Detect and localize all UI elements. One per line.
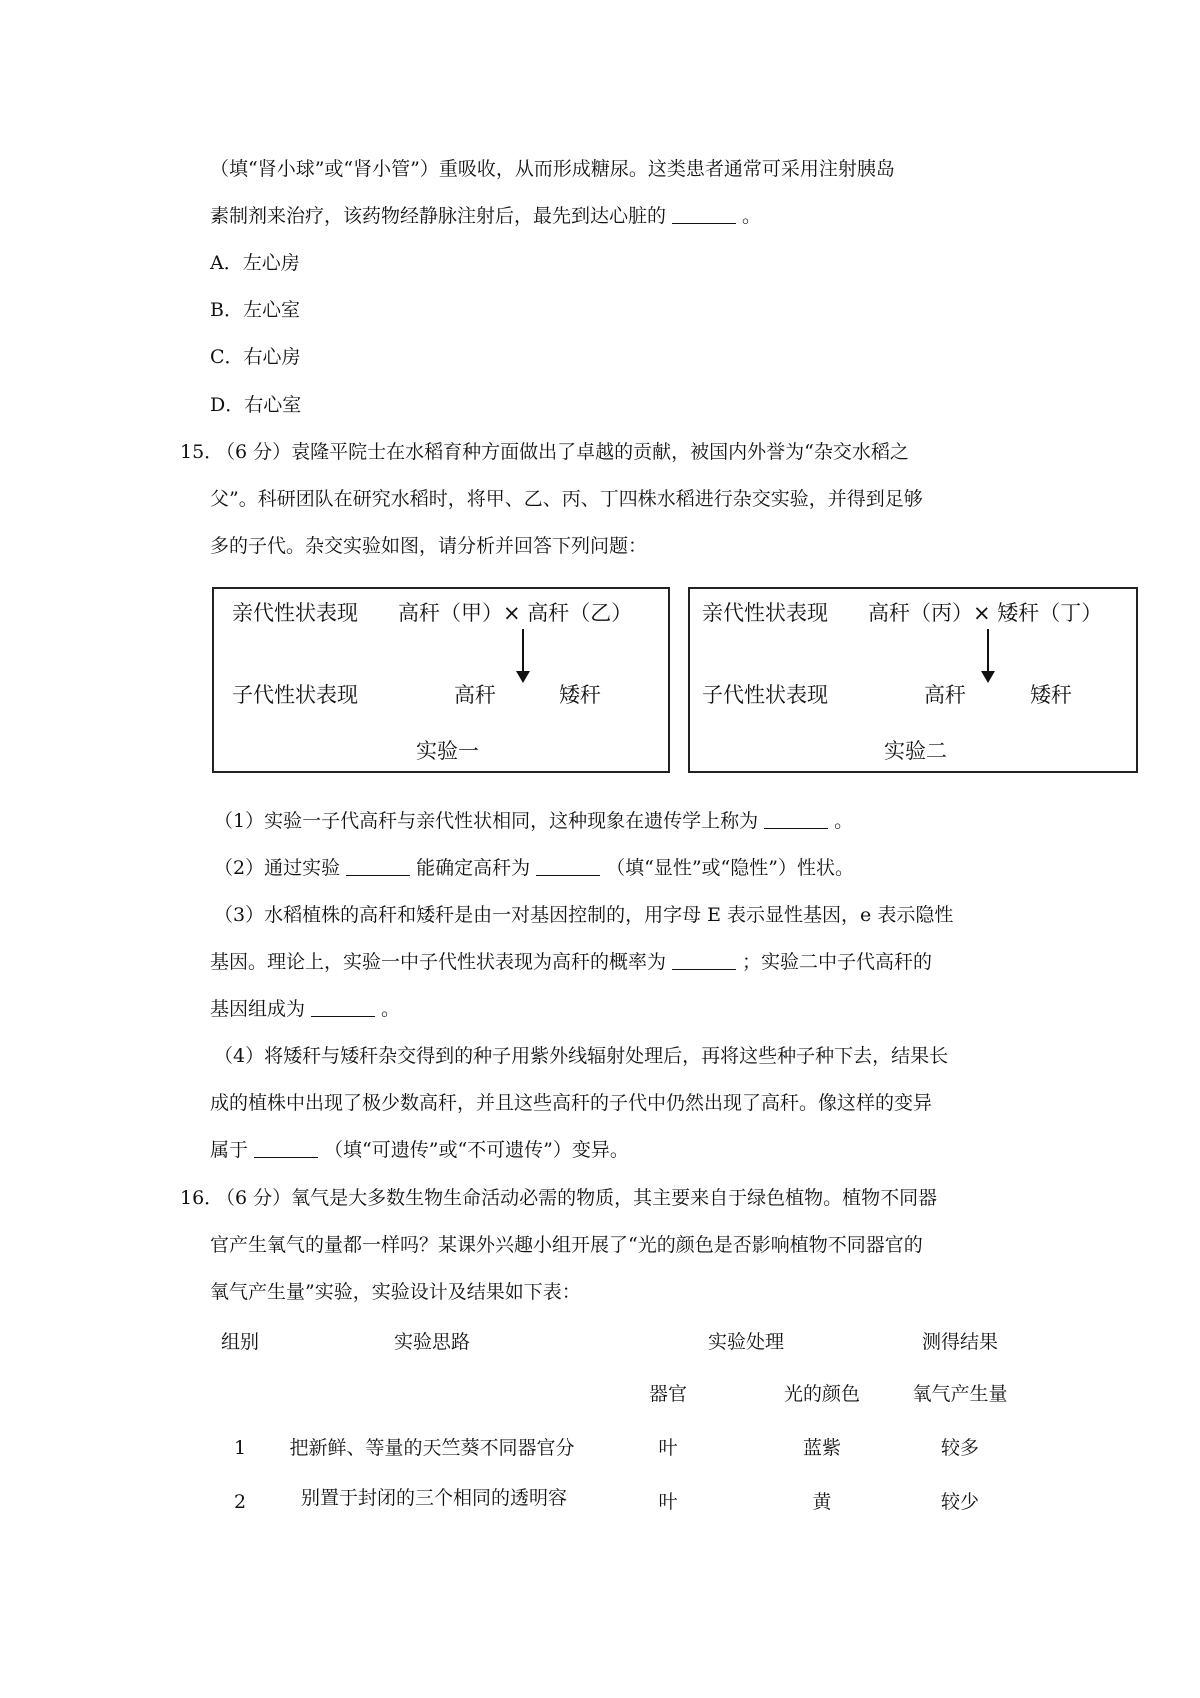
answer-blank[interactable] (254, 1139, 318, 1158)
question-number: 16． (180, 1187, 224, 1209)
cell-organ: 叶 (658, 1491, 678, 1513)
text-line (210, 997, 400, 1021)
cell-organ: 叶 (658, 1437, 678, 1459)
option-b: B．左心室 (210, 299, 300, 321)
answer-blank[interactable] (672, 205, 736, 224)
option-a: A．左心房 (210, 252, 300, 274)
child-trait-tall: 高秆 (454, 683, 496, 707)
subheader-color: 光的颜色 (783, 1383, 861, 1405)
down-arrow-icon (987, 629, 989, 673)
text-fragment: 属于 (210, 1139, 249, 1161)
question-text: 官产生氧气的量都一样吗？某课外兴趣小组开展了“光的颜色是否影响植物不同器官的 (210, 1234, 923, 1256)
answer-blank[interactable] (311, 998, 375, 1017)
header-group: 组别 (220, 1331, 260, 1353)
text-line: 成的植株中出现了极少数高秆，并且这些高秆的子代中仍然出现了高秆。像这样的变异 (210, 1092, 933, 1114)
sub-question-3: （3）水稻植株的高秆和矮秆是由一对基因控制的，用字母 E 表示显性基因，e 表示隐性 (214, 904, 954, 926)
text-fragment: 。 (742, 205, 762, 227)
text-line (210, 950, 932, 974)
diagram-caption: 实验二 (884, 739, 947, 763)
text-fragment: 素制剂来治疗，该药物经静脉注射后，最先到达心脏的 (210, 205, 667, 227)
answer-blank[interactable] (536, 857, 600, 876)
option-c: C．右心房 (210, 346, 301, 368)
question-number: 15． (180, 441, 224, 463)
text-line (210, 204, 761, 228)
header-treatment: 实验处理 (707, 1331, 785, 1353)
text-fragment: 能确定高秆为 (416, 857, 531, 879)
parent-label: 亲代性状表现 (232, 601, 358, 625)
child-label: 子代性状表现 (232, 683, 358, 707)
child-trait-short: 矮秆 (559, 683, 601, 707)
cell-oxygen: 较少 (940, 1491, 980, 1513)
child-trait-short: 矮秆 (1030, 683, 1072, 707)
sub-question-1 (214, 809, 853, 833)
header-result: 测得结果 (921, 1331, 999, 1353)
question-text: （6 分）袁隆平院士在水稻育种方面做出了卓越的贡献，被国内外誉为“杂交水稻之 (216, 441, 909, 463)
child-trait-tall: 高秆 (924, 683, 966, 707)
cell-oxygen: 较多 (940, 1437, 980, 1459)
question-text: （6 分）氧气是大多数生物生命活动必需的物质，其主要来自于绿色植物。植物不同器 (216, 1187, 938, 1209)
answer-blank[interactable] (346, 857, 410, 876)
cell-group: 2 (233, 1491, 247, 1513)
text-line: （填“肾小球”或“肾小管”）重吸收，从而形成糖尿。这类患者通常可采用注射胰岛 (210, 158, 895, 180)
experiment-one-diagram (212, 587, 670, 773)
down-arrow-icon (522, 629, 524, 673)
child-label: 子代性状表现 (702, 683, 828, 707)
text-fragment: （填“可遗传”或“不可遗传”）变异。 (324, 1139, 629, 1161)
option-d: D．右心室 (210, 394, 302, 416)
cell-group: 1 (233, 1437, 247, 1459)
subheader-oxygen: 氧气产生量 (912, 1383, 1008, 1405)
parent-cross: 高秆（丙）× 矮秆（丁） (868, 601, 1103, 625)
sub-question-2 (214, 856, 854, 880)
experiment-two-diagram (688, 587, 1138, 773)
text-fragment: ；实验二中子代高秆的 (742, 951, 933, 973)
text-fragment: （1）实验一子代高秆与亲代性状相同，这种现象在遗传学上称为 (214, 810, 759, 832)
text-fragment: （2）通过实验 (214, 857, 341, 879)
cell-color: 蓝紫 (802, 1437, 842, 1459)
question-text: 氧气产生量”实验，实验设计及结果如下表： (210, 1281, 581, 1303)
cell-idea: 把新鲜、等量的天竺葵不同器官分 (289, 1437, 575, 1459)
answer-blank[interactable] (764, 810, 828, 829)
text-line (210, 1138, 629, 1162)
question-text: 多的子代。杂交实验如图，请分析并回答下列问题： (210, 535, 648, 557)
text-fragment: 。 (834, 810, 854, 832)
cell-idea: 别置于封闭的三个相同的透明容 (300, 1487, 568, 1509)
question-text: 父”。科研团队在研究水稻时，将甲、乙、丙、丁四株水稻进行杂交实验，并得到足够 (210, 488, 923, 510)
subheader-organ: 器官 (648, 1383, 688, 1405)
text-fragment: （填“显性”或“隐性”）性状。 (606, 857, 854, 879)
text-fragment: 。 (381, 998, 401, 1020)
text-fragment: 基因组成为 (210, 998, 306, 1020)
header-idea: 实验思路 (393, 1331, 471, 1353)
text-fragment: 基因。理论上，实验一中子代性状表现为高秆的概率为 (210, 951, 667, 973)
parent-cross: 高秆（甲）× 高秆（乙） (398, 601, 633, 625)
sub-question-4: （4）将矮秆与矮秆杂交得到的种子用紫外线辐射处理后，再将这些种子种下去，结果长 (214, 1045, 949, 1067)
cell-color: 黄 (812, 1491, 832, 1513)
answer-blank[interactable] (672, 951, 736, 970)
parent-label: 亲代性状表现 (702, 601, 828, 625)
diagram-caption: 实验一 (416, 739, 479, 763)
